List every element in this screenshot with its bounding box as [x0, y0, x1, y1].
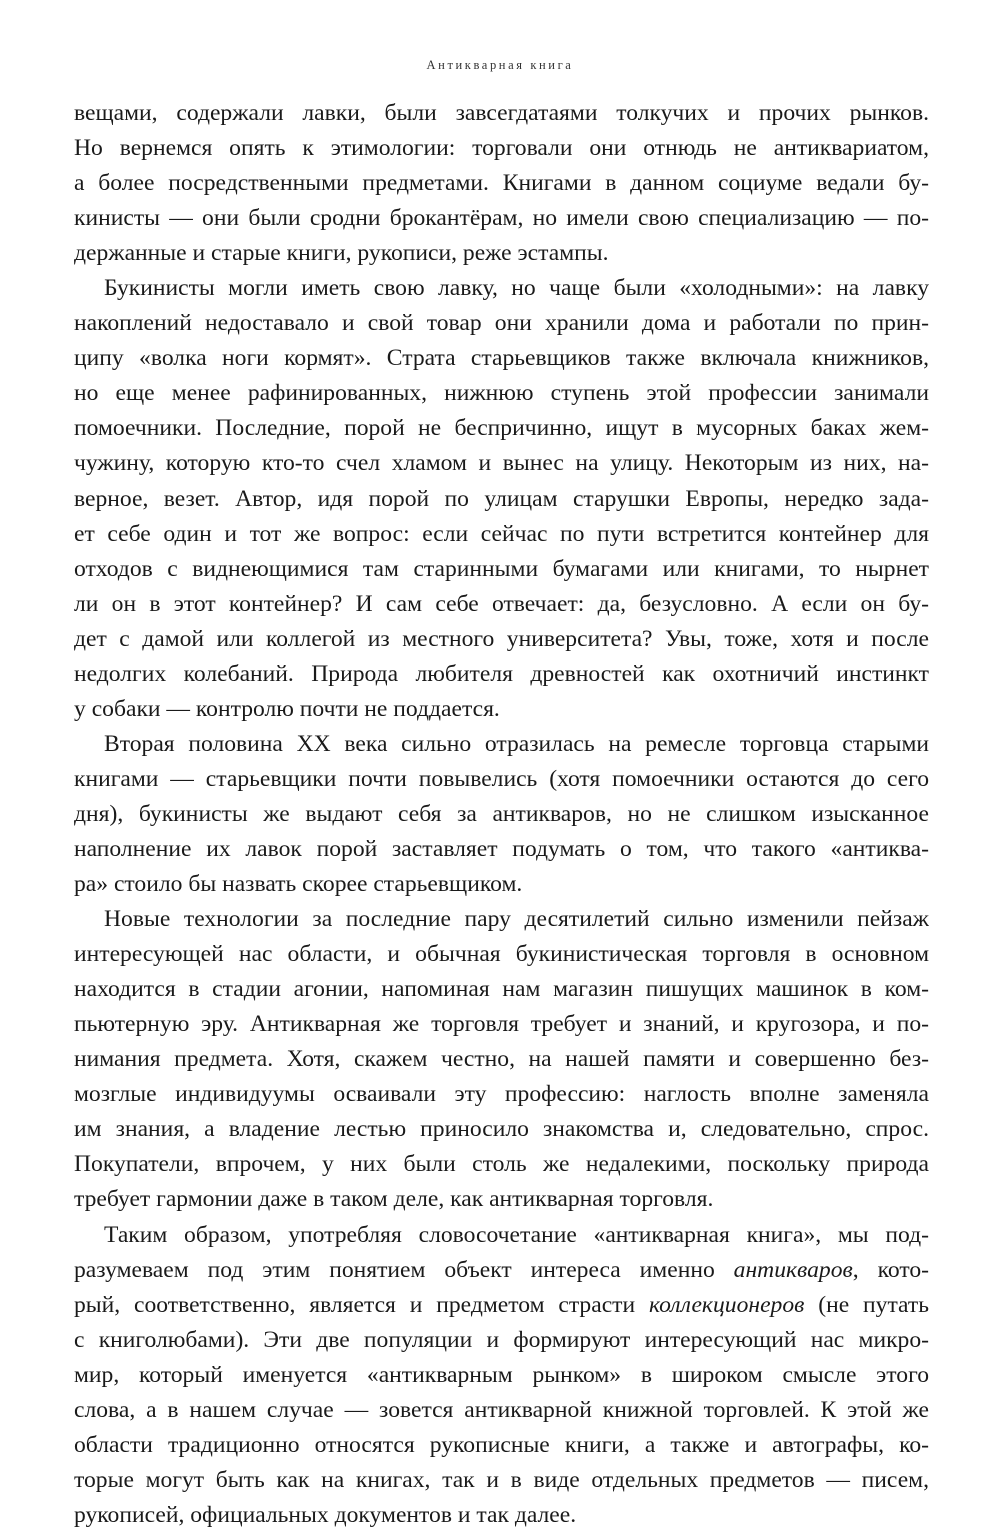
text-line: слова, а в нашем случае — зовется антикварной книжной торговлей. К этой же [74, 1396, 929, 1423]
text-line: наполнение их лавок порой заставляет подумать о том, что такого «антиква- [74, 835, 929, 862]
paragraph [74, 1218, 929, 1533]
text-line: торые могут быть как на книгах, так и в виде отдельных предметов — писем, [74, 1466, 929, 1493]
text-line: ет себе один и тот же вопрос: если сейчас по пути встретится контейнер для [74, 520, 929, 547]
text-line: пьютерную эру. Антикварная же торговля требует и знаний, и кругозора, и по- [74, 1011, 929, 1038]
paragraph [74, 96, 929, 271]
paragraph [74, 727, 929, 902]
text-line: Букинисты могли иметь свою лавку, но чаще были «холодными»: на лавку [104, 275, 929, 302]
emphasis-collectors: коллекционеров [648, 1291, 805, 1318]
text-line: ли он в этот контейнер? И сам себе отвечает: да, безусловно. А если он бу- [74, 590, 929, 617]
text-line: кинисты — они были сродни брокантёрам, но имели свою специализацию — по- [74, 205, 929, 232]
text-line: ципу «волка ноги кормят». Страта старьевщиков также включала книжников, [74, 345, 929, 372]
text-line: Новые технологии за последние пару десятилетий сильно изменили пейзаж [104, 906, 929, 933]
text-line: помоечники. Последние, порой не беспричинно, ищут в мусорных баках жем- [74, 415, 929, 442]
text-line: мозглые индивидуумы осваивали эту профессию: наглость вполне заменяла [74, 1081, 929, 1108]
text-line [74, 1288, 929, 1323]
text-segment: (не путать [804, 1291, 929, 1318]
text-line: интересующей нас области, и обычная букинистическая торговля в основном [74, 941, 929, 968]
text-line: им знания, а владение лестью приносило знакомства и, следовательно, спрос. [74, 1116, 929, 1143]
text-segment: рый, соответственно, является и предметом страсти [74, 1291, 649, 1318]
text-line: Покупатели, впрочем, у них были столь же недалекими, поскольку природа [74, 1151, 929, 1178]
text-line [74, 1253, 929, 1288]
text-line: ра» стоило бы назвать скорее старьевщиком. [74, 871, 523, 898]
text-line: мир, который именуется «антикварным рынком» в широком смысле этого [74, 1361, 929, 1388]
text-line: накоплений недоставало и свой товар они хранили дома и работали по прин- [74, 310, 929, 337]
text-line: но еще менее рафинированных, нижнюю ступень этой профессии занимали [74, 380, 929, 407]
text-line: дет с дамой или коллегой из местного университета? Увы, тоже, хотя и после [74, 625, 929, 652]
text-line: находится в стадии агонии, напоминая нам магазин пишущих машинок в ком- [74, 976, 929, 1003]
text-line: нимания предмета. Хотя, скажем честно, на нашей памяти и совершенно без- [74, 1046, 929, 1073]
text-line: вещами, содержали лавки, были завсегдатаями толкучих и прочих рынков. [74, 100, 929, 126]
body-text [74, 96, 929, 1533]
text-line: верное, везет. Автор, идя порой по улицам старушки Европы, нередко зада- [74, 485, 929, 512]
text-line: рукописей, официальных документов и так далее. [74, 1501, 577, 1528]
text-segment: разумеваем под этим понятием объект интереса именно [74, 1256, 734, 1283]
text-line: требует гармонии даже в таком деле, как антикварная торговля. [74, 1186, 714, 1213]
text-line: держанные и старые книги, рукописи, реже эстампы. [74, 240, 609, 267]
text-line: чужину, которую кто-то счел хламом и вынес на улицу. Некоторым из них, на- [74, 450, 929, 477]
text-line: а более посредственными предметами. Книгами в данном социуме ведали бу- [74, 170, 929, 197]
text-line: у собаки — контролю почти не поддается. [74, 695, 500, 722]
paragraph [74, 271, 929, 727]
text-line: отходов с виднеющимися там старинными бумагами или книгами, то нырнет [74, 555, 929, 582]
emphasis-antiquarians: антикваров [733, 1256, 853, 1283]
text-line: Но вернемся опять к этимологии: торговали они отнюдь не антиквариатом, [74, 135, 929, 162]
text-line: области традиционно относятся рукописные книги, а также и автографы, ко- [74, 1431, 929, 1458]
text-line: Вторая половина XX века сильно отразилась на ремесле торговца старыми [104, 730, 929, 757]
text-line: недолгих колебаний. Природа любителя древностей как охотничий инстинкт [74, 660, 929, 687]
text-line: дня), букинисты же выдают себя за антикваров, но не слишком изысканное [74, 800, 929, 827]
text-segment: , кото- [852, 1256, 929, 1283]
running-head: Антикварная книга [426, 58, 574, 72]
text-line: книгами — старьевщики почти повывелись (хотя помоечники остаются до сего [74, 765, 929, 792]
paragraph [74, 902, 929, 1217]
text-line: Таким образом, употребляя словосочетание «антикварная книга», мы под- [104, 1221, 929, 1248]
text-line: с книголюбами). Эти две популяции и формируют интересующий нас микро- [74, 1326, 929, 1353]
